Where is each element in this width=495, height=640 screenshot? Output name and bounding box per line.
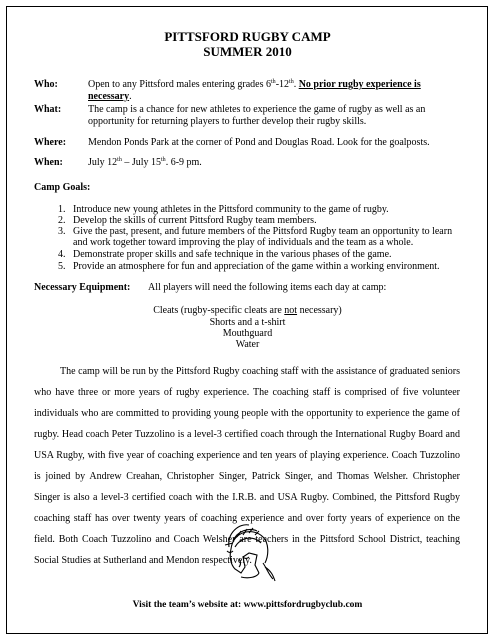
page-subtitle: SUMMER 2010 xyxy=(203,44,292,59)
page-title: PITTSFORD RUGBY CAMP xyxy=(164,29,331,44)
website-footer: Visit the team’s website at: www.pittsfordrugbyclub.com xyxy=(132,600,363,610)
what-label: What: xyxy=(34,104,62,115)
coaching-staff-paragraph: The camp will be run by the Pittsford Rugby coaching staff with the assistance of graduated seniors who have three or more years of rugby experience. The coaching staff is comprised of five volunteer individuals who are committed to providing young people with the opportunity to experience the game of rugby. Head coach Peter Tuzzolino is a level-3 certified coach through the International Rugby Board and USA Rugby, with five year of coaching experience and ten years of playing experience. Coach Tuzzolino is joined by Andrew Creahan, Christopher Singer, Patrick Singer, and Thomas Welsher. Christopher Singer is also a level-3 certified coach with the I.R.B. and USA Rugby. Combined, the Pittsford Rugby coaching staff has over twenty years of coaching experience and over forty years of experience on the field. Both Coach Tuzzolino and Coach Welsher are teachers in the Pittsford School District, teaching Social Studies at Sutherland and Mendon respectively. xyxy=(34,366,460,566)
spartan-helmet-icon xyxy=(219,523,277,588)
where-label: Where: xyxy=(34,137,67,148)
what-text: The camp is a chance for new athletes to experience the game of rugby as well as an opportunity for returning players to further develop their rugby skills. xyxy=(88,104,426,127)
when-text: July 12th – July 15th. 6-9 pm. xyxy=(88,157,202,168)
equipment-intro: All players will need the following items each day at camp: xyxy=(148,282,387,293)
equipment-item-shorts: Shorts and a t-shirt xyxy=(209,317,286,328)
equipment-item-cleats: Cleats (rugby-specific cleats are not necessary) xyxy=(153,305,342,316)
camp-goals-label: Camp Goals: xyxy=(34,182,91,193)
equipment-item-water: Water xyxy=(235,339,260,350)
equipment-label: Necessary Equipment: xyxy=(34,282,131,293)
where-text: Mendon Ponds Park at the corner of Pond and Douglas Road. Look for the goalposts. xyxy=(88,137,430,148)
who-label: Who: xyxy=(34,79,58,90)
when-label: When: xyxy=(34,157,63,168)
who-emphasis: No prior rugby experience is necessary xyxy=(88,79,421,102)
who-text: Open to any Pittsford males entering grades 6th-12th. No prior rugby experience is necessary. xyxy=(88,79,421,102)
equipment-item-mouthguard: Mouthguard xyxy=(222,328,273,339)
